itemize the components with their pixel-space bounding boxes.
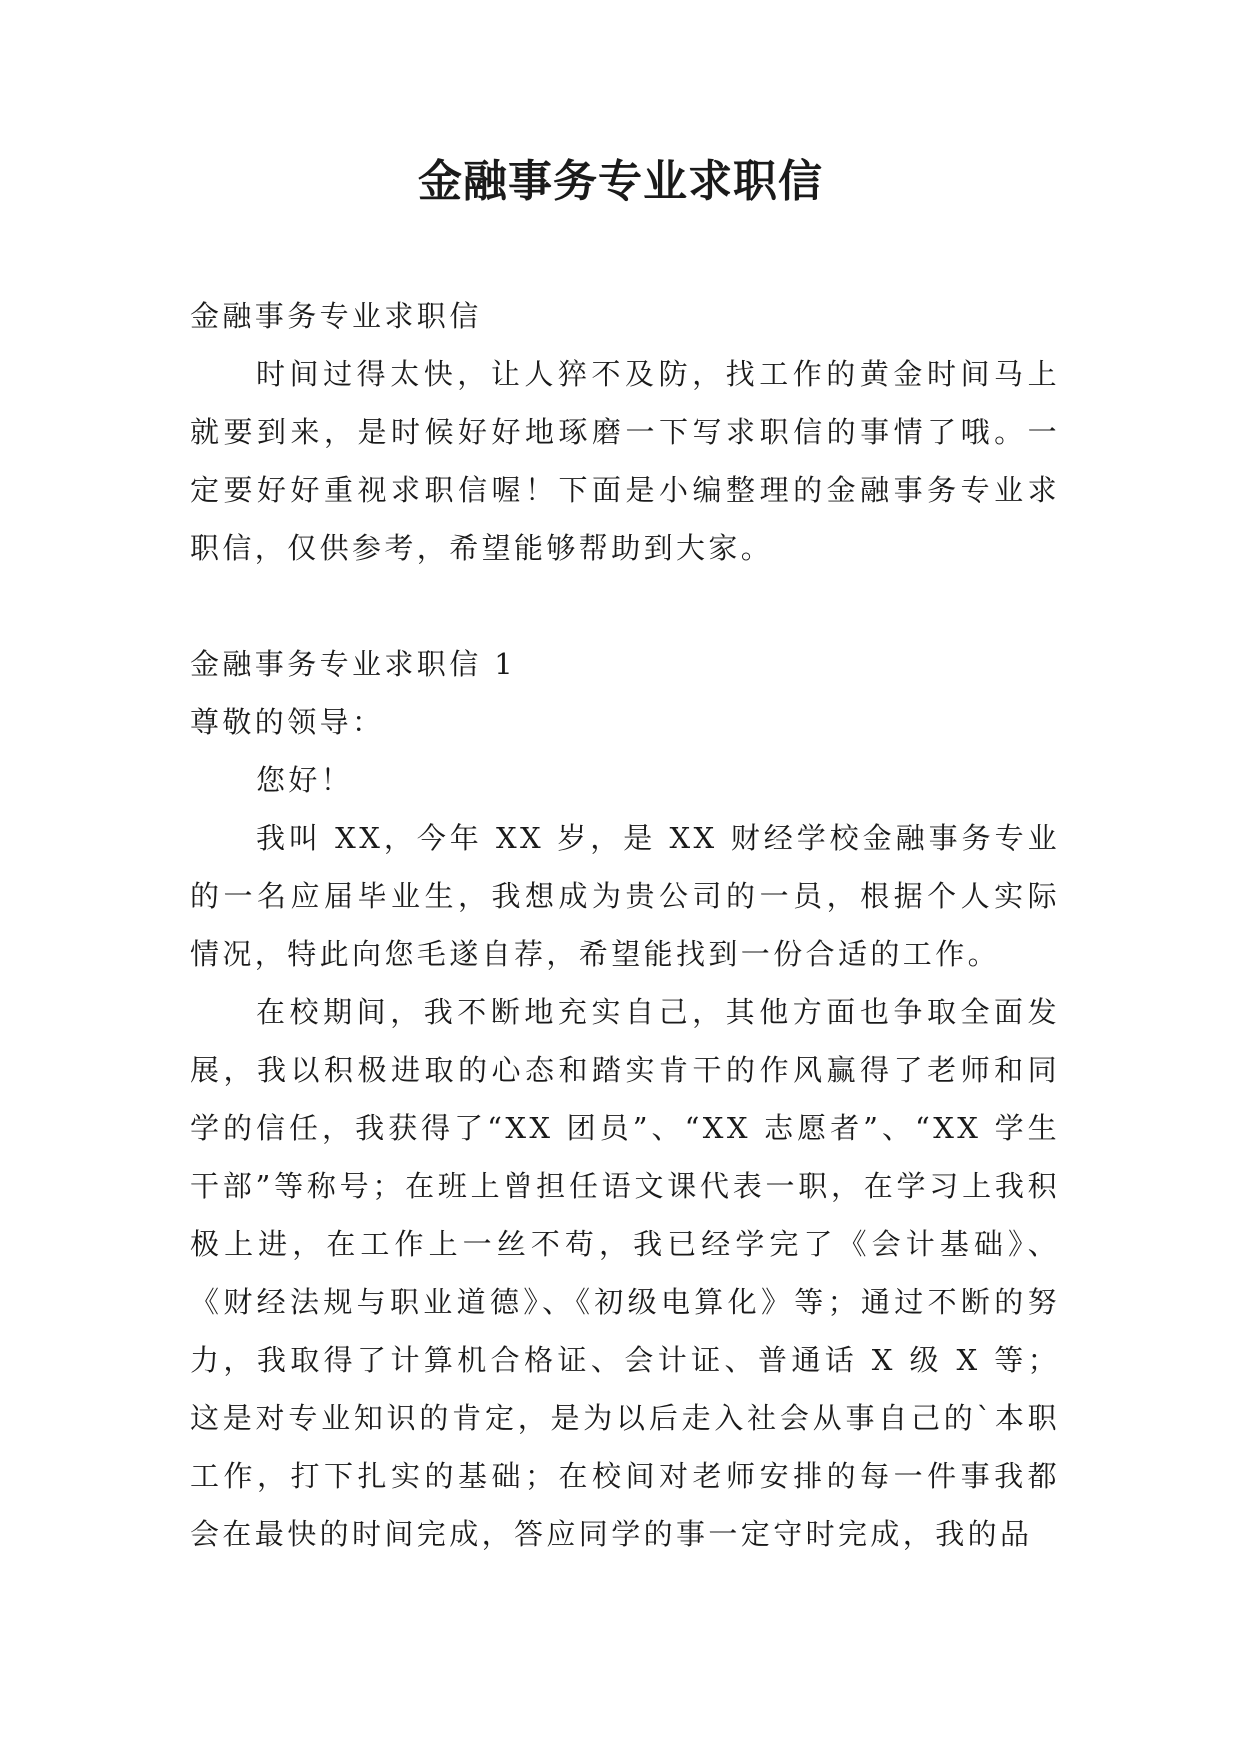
body-paragraph-introduction: 我叫 XX，今年 XX 岁，是 XX 财经学校金融事务专业的一名应届毕业生，我想成为贵公司的一员，根据个人实际情况，特此向您毛遂自荐，希望能找到一份合适的工作。 bbox=[190, 821, 1060, 971]
intro-paragraph: 时间过得太快，让人猝不及防，找工作的黄金时间马上就要到来，是时候好好地琢磨一下写求职信的事情了哦。一定要好好重视求职信喔！下面是小编整理的金融事务专业求职信，仅供参考，希望能够帮助到大家。 bbox=[190, 357, 1060, 565]
section-heading: 金融事务专业求职信 1 bbox=[190, 647, 517, 681]
subtitle-paragraph: 金融事务专业求职信 bbox=[190, 299, 482, 333]
body-paragraph-school-experience: 在校期间，我不断地充实自己，其他方面也争取全面发展，我以积极进取的心态和踏实肯干的作风赢得了老师和同学的信任，我获得了“XX 团员”、“XX 志愿者”、“XX 学生干部”等称号；在班上曾担任语文课代表一职，在学习上我积极上进，在工作上一丝不苟，我已经学完了《会计基础》、《财经法规与职业道德》、《初级电算化》等；通过不断的努力，我取得了计算机合格证、会计证、普通话 X 级 X 等；这是对专业知识的肯定，是为以后走入社会从事自己的`本职工作，打下扎实的基础；在校间对老师安排的每一件事我都会在最快的时间完成，答应同学的事一定守时完成，我的品 bbox=[190, 995, 1060, 1551]
greeting: 您好！ bbox=[256, 763, 354, 797]
document-title: 金融事务专业求职信 bbox=[418, 156, 823, 207]
salutation: 尊敬的领导： bbox=[190, 705, 385, 739]
document-body bbox=[190, 287, 1060, 1563]
